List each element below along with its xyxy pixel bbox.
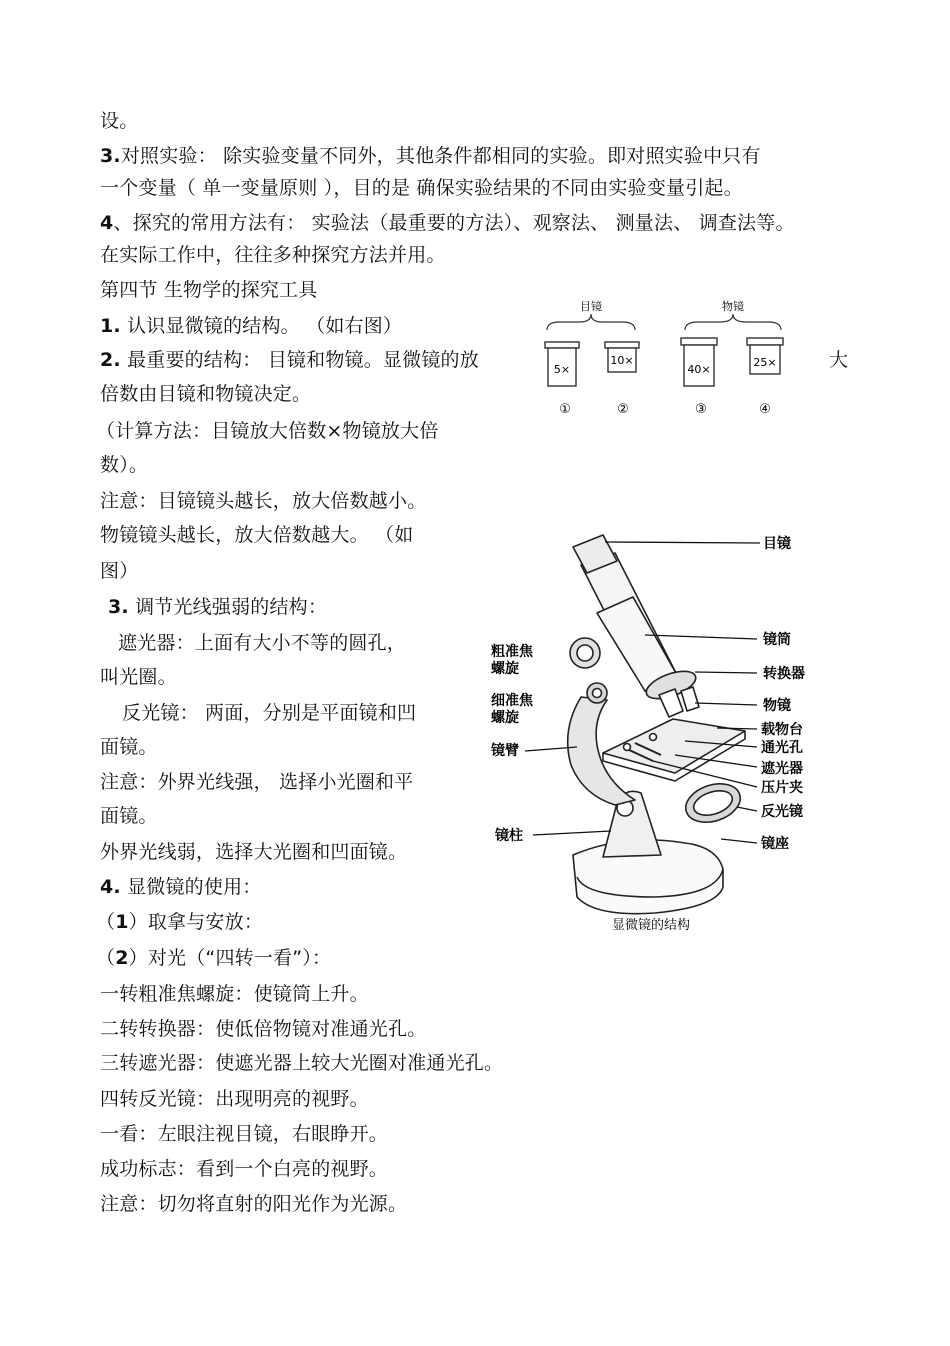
text-line: [100, 840, 407, 864]
eyepiece-lens-1: [545, 342, 579, 386]
text: 注意：目镜镜头越长，放大倍数越小。: [100, 490, 427, 512]
lens-number: ③: [695, 402, 707, 417]
label-aperture: 通光孔: [761, 740, 803, 756]
text-line: [100, 1087, 369, 1111]
text-line: [100, 1122, 388, 1146]
text: 一转粗准焦螺旋：使镜筒上升。: [100, 983, 369, 1005]
text: （计算方法：目镜放大倍数×物镜放大倍: [96, 420, 439, 442]
item-number: 4: [100, 212, 114, 234]
lens-number: ④: [759, 402, 771, 417]
lens-mark: 5×: [553, 363, 571, 376]
text: 显微镜的使用：: [120, 876, 262, 898]
label-coarse-2: 螺旋: [491, 661, 519, 677]
text: 注意：切勿将直射的阳光作为光源。: [100, 1193, 408, 1215]
text: 物镜镜头越长，放大倍数越大。 （如: [100, 524, 414, 546]
text: 倍数由目镜和物镜决定。: [100, 383, 312, 405]
text-line: [100, 770, 413, 794]
label-coarse-1: 粗准焦: [491, 644, 533, 660]
text-line: [100, 453, 148, 477]
text: 一看：左眼注视目镜，右眼睁开。: [100, 1123, 389, 1145]
text: 遮光器：上面有大小不等的圆孔，: [118, 632, 407, 654]
item-number: 3.: [108, 596, 129, 618]
text: 第四节 生物学的探究工具: [100, 279, 318, 301]
text: ）对光（“四转一看”）：: [128, 947, 332, 969]
text-line: [100, 109, 138, 133]
text: 面镜。: [100, 805, 158, 827]
text-line-tail: 大: [829, 349, 849, 371]
text-line: [100, 176, 743, 200]
text-line: [108, 595, 327, 619]
text-line: [100, 1157, 388, 1181]
label-fine-2: 螺旋: [491, 710, 519, 726]
text: 叫光圈。: [100, 666, 177, 688]
lens-mark: 25×: [753, 356, 777, 369]
eyepiece-lens-2: [605, 342, 639, 372]
figure-caption: 显微镜的结构: [611, 918, 691, 933]
text: （: [96, 911, 116, 933]
label-base: 镜座: [761, 836, 789, 852]
text-line: [100, 1192, 407, 1216]
text: 、探究的常用方法有： 实验法（最重要的方法）、观察法、 测量法、 调查法等。: [113, 212, 795, 234]
objective-group-label: 物镜: [722, 300, 744, 313]
text: （: [96, 947, 116, 969]
label-mirror: 反光镜: [761, 804, 803, 820]
text: 二转转换器：使低倍物镜对准通光孔。: [100, 1018, 427, 1040]
text-line: [100, 523, 413, 547]
text: 数）。: [100, 454, 149, 476]
text-line: [96, 946, 331, 970]
text-line: [96, 910, 263, 934]
microscope-drawing: [485, 525, 825, 950]
text-line: [100, 211, 795, 235]
eyepiece-brace: [547, 314, 635, 330]
item-number: 1.: [100, 315, 121, 337]
text-line: [100, 382, 311, 406]
label-tube: 镜筒: [763, 632, 791, 648]
text: 面镜。: [100, 736, 158, 758]
text: 设。: [100, 110, 139, 132]
label-fine-1: 细准焦: [491, 693, 533, 709]
text: ）取拿与安放：: [128, 911, 264, 933]
text: 调节光线强弱的结构：: [128, 596, 328, 618]
lens-mark: 40×: [687, 363, 711, 376]
objective-lens-4: [747, 338, 783, 374]
item-number: 2.: [100, 349, 121, 371]
label-stage: 载物台: [761, 722, 803, 738]
lens-number: ②: [617, 402, 629, 417]
text-line: [96, 419, 439, 443]
text: 图）: [100, 560, 139, 582]
text: 对照实验： 除实验变量不同外，其他条件都相同的实验。即对照实验中只有: [120, 145, 761, 167]
text-line: [118, 631, 406, 655]
label-clip: 压片夹: [761, 780, 803, 796]
text: 成功标志：看到一个白亮的视野。: [100, 1158, 389, 1180]
text: 注意：外界光线强， 选择小光圈和平: [100, 771, 414, 793]
text: 反光镜： 两面，分别是平面镜和凹: [122, 702, 417, 724]
label-arm: 镜臂: [491, 743, 519, 759]
text-line: [100, 489, 426, 513]
text: 认识显微镜的结构。 （如右图）: [120, 315, 403, 337]
item-number: 4.: [100, 876, 121, 898]
item-number: 2: [115, 947, 129, 969]
text: 三转遮光器：使遮光器上较大光圈对准通光孔。: [100, 1052, 504, 1074]
text-line: [100, 314, 402, 338]
label-pillar: 镜柱: [495, 828, 523, 844]
text-line: [100, 243, 446, 267]
text-line: [100, 1051, 503, 1075]
label-eyepiece: 目镜: [763, 536, 791, 552]
text-line: [100, 559, 138, 583]
text: 最重要的结构： 目镜和物镜。显微镜的放: [120, 349, 479, 371]
eyepiece-group-label: 目镜: [580, 300, 602, 313]
text: 在实际工作中，往往多种探究方法并用。: [100, 244, 446, 266]
lens-mark: 10×: [610, 354, 634, 367]
text-line: [100, 735, 158, 759]
label-objective: 物镜: [763, 698, 791, 714]
lens-number: ①: [559, 402, 571, 417]
text-line: [100, 348, 479, 372]
text-line: [100, 982, 369, 1006]
label-nosepiece: 转换器: [763, 666, 805, 682]
text: 一个变量（ 单一变量原则 ），目的是 确保实验结果的不同由实验变量引起。: [100, 177, 743, 199]
lens-figure: [535, 300, 825, 425]
text: 四转反光镜：出现明亮的视野。: [100, 1088, 369, 1110]
objective-lens-3: [681, 338, 717, 386]
item-number: 3.: [100, 145, 121, 167]
text-line: [100, 665, 177, 689]
text-line: [100, 804, 158, 828]
text-line: [122, 701, 416, 725]
text-line: [100, 875, 261, 899]
text-line: [100, 1017, 426, 1041]
section-heading: [100, 278, 317, 302]
item-number: 1: [115, 911, 129, 933]
text: 外界光线弱，选择大光圈和凹面镜。: [100, 841, 408, 863]
objective-brace: [685, 314, 781, 330]
text-line: [100, 144, 761, 168]
label-diaphragm: 遮光器: [761, 761, 803, 777]
